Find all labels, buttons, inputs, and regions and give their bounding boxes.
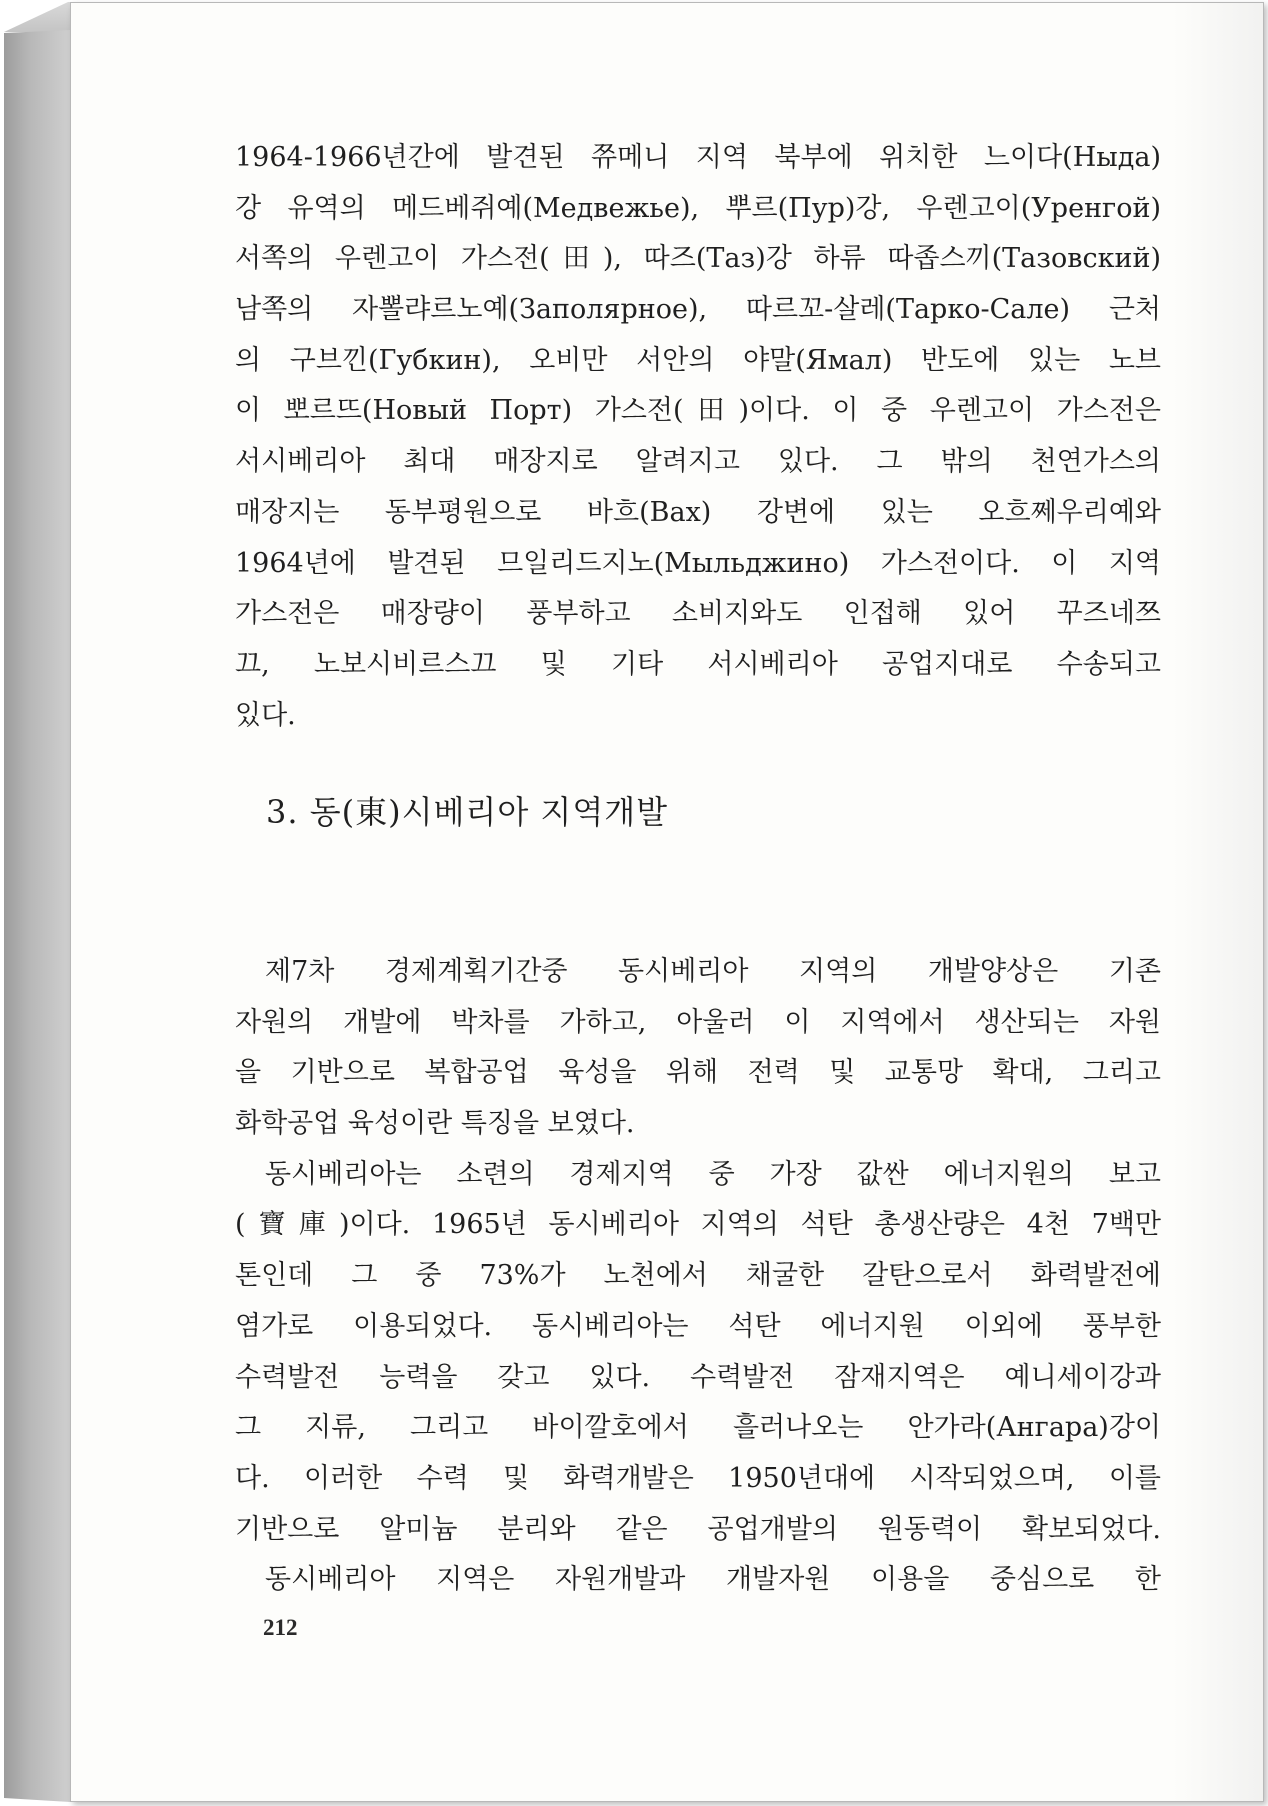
paragraph-1	[235, 133, 1161, 741]
text-line: 동시베리아는 소련의 경제지역 중 가장 값싼 에너지원의 보고	[265, 1158, 1161, 1190]
text-line: (寶庫)이다. 1965년 동시베리아 지역의 석탄 총생산량은 4천 7백만	[235, 1209, 1161, 1241]
text-line: 염가로 이용되었다. 동시베리아는 석탄 에너지원 이외에 풍부한	[235, 1310, 1161, 1342]
text-line: 화학공업 육성이란 특징을 보였다.	[235, 1108, 635, 1140]
text-line: 1964년에 발견된 므일리드지노(Мыльджино) 가스전이다. 이 지역	[235, 547, 1161, 579]
text-line: 끄, 노보시비르스끄 및 기타 서시베리아 공업지대로 수송되고	[235, 648, 1161, 680]
text-line: 톤인데 그 중 73%가 노천에서 채굴한 갈탄으로서 화력발전에	[235, 1260, 1161, 1292]
text-line: 제7차 경제계획기간중 동시베리아 지역의 개발양상은 기존	[265, 956, 1161, 987]
text-line: 의 구브낀(Губкин), 오비만 서안의 야말(Ямал) 반도에 있는 노브	[235, 344, 1161, 376]
text-line: 이 뽀르뜨(Новый Порт) 가스전(田)이다. 이 중 우렌고이 가스전은	[235, 395, 1161, 427]
text-line: 동시베리아 지역은 자원개발과 개발자원 이용을 중심으로 한	[265, 1564, 1161, 1596]
text-line: 남쪽의 자뽈랴르노예(Заполярное), 따르꼬-살레(Тарко-Сале) 근처	[235, 294, 1161, 326]
text-line: 서쪽의 우렌고이 가스전(田), 따즈(Таз)강 하류 따좁스끼(Тазовский)	[235, 243, 1161, 275]
text-line: 매장지는 동부평원으로 바흐(Вах) 강변에 있는 오흐쩨우리예와	[235, 496, 1161, 528]
text-line: 서시베리아 최대 매장지로 알려지고 있다. 그 밖의 천연가스의	[235, 446, 1161, 478]
text-line: 수력발전 능력을 갖고 있다. 수력발전 잠재지역은 예니세이강과	[235, 1361, 1161, 1393]
paragraph-2	[235, 947, 1161, 1606]
text-line: 자원의 개발에 박차를 가하고, 아울러 이 지역에서 생산되는 자원	[235, 1006, 1161, 1038]
text-line: 기반으로 알미늄 분리와 같은 공업개발의 원동력이 확보되었다.	[235, 1513, 1161, 1545]
text-line: 그 지류, 그리고 바이깔호에서 흘러나오는 안가라(Ангара)강이	[235, 1412, 1161, 1444]
book-spine	[4, 30, 70, 1802]
page-number: 212	[263, 1615, 298, 1640]
text-line: 다. 이러한 수력 및 화력개발은 1950년대에 시작되었으며, 이를	[235, 1462, 1161, 1494]
text-line: 1964-1966년간에 발견된 쮸메니 지역 북부에 위치한 느이다(Ныда)	[235, 142, 1161, 173]
text-line: 가스전은 매장량이 풍부하고 소비지와도 인접해 있어 꾸즈네쯔	[235, 598, 1161, 630]
text-line: 강 유역의 메드베쥐예(Медвежье), 뿌르(Пур)강, 우렌고이(Уренгой)	[235, 192, 1161, 224]
text-line: 을 기반으로 복합공업 육성을 위해 전력 및 교통망 확대, 그리고	[235, 1057, 1161, 1089]
text-line: 있다.	[235, 699, 296, 731]
section-heading: 3. 동(東)시베리아 지역개발	[266, 793, 669, 831]
book-page	[70, 2, 1264, 1802]
